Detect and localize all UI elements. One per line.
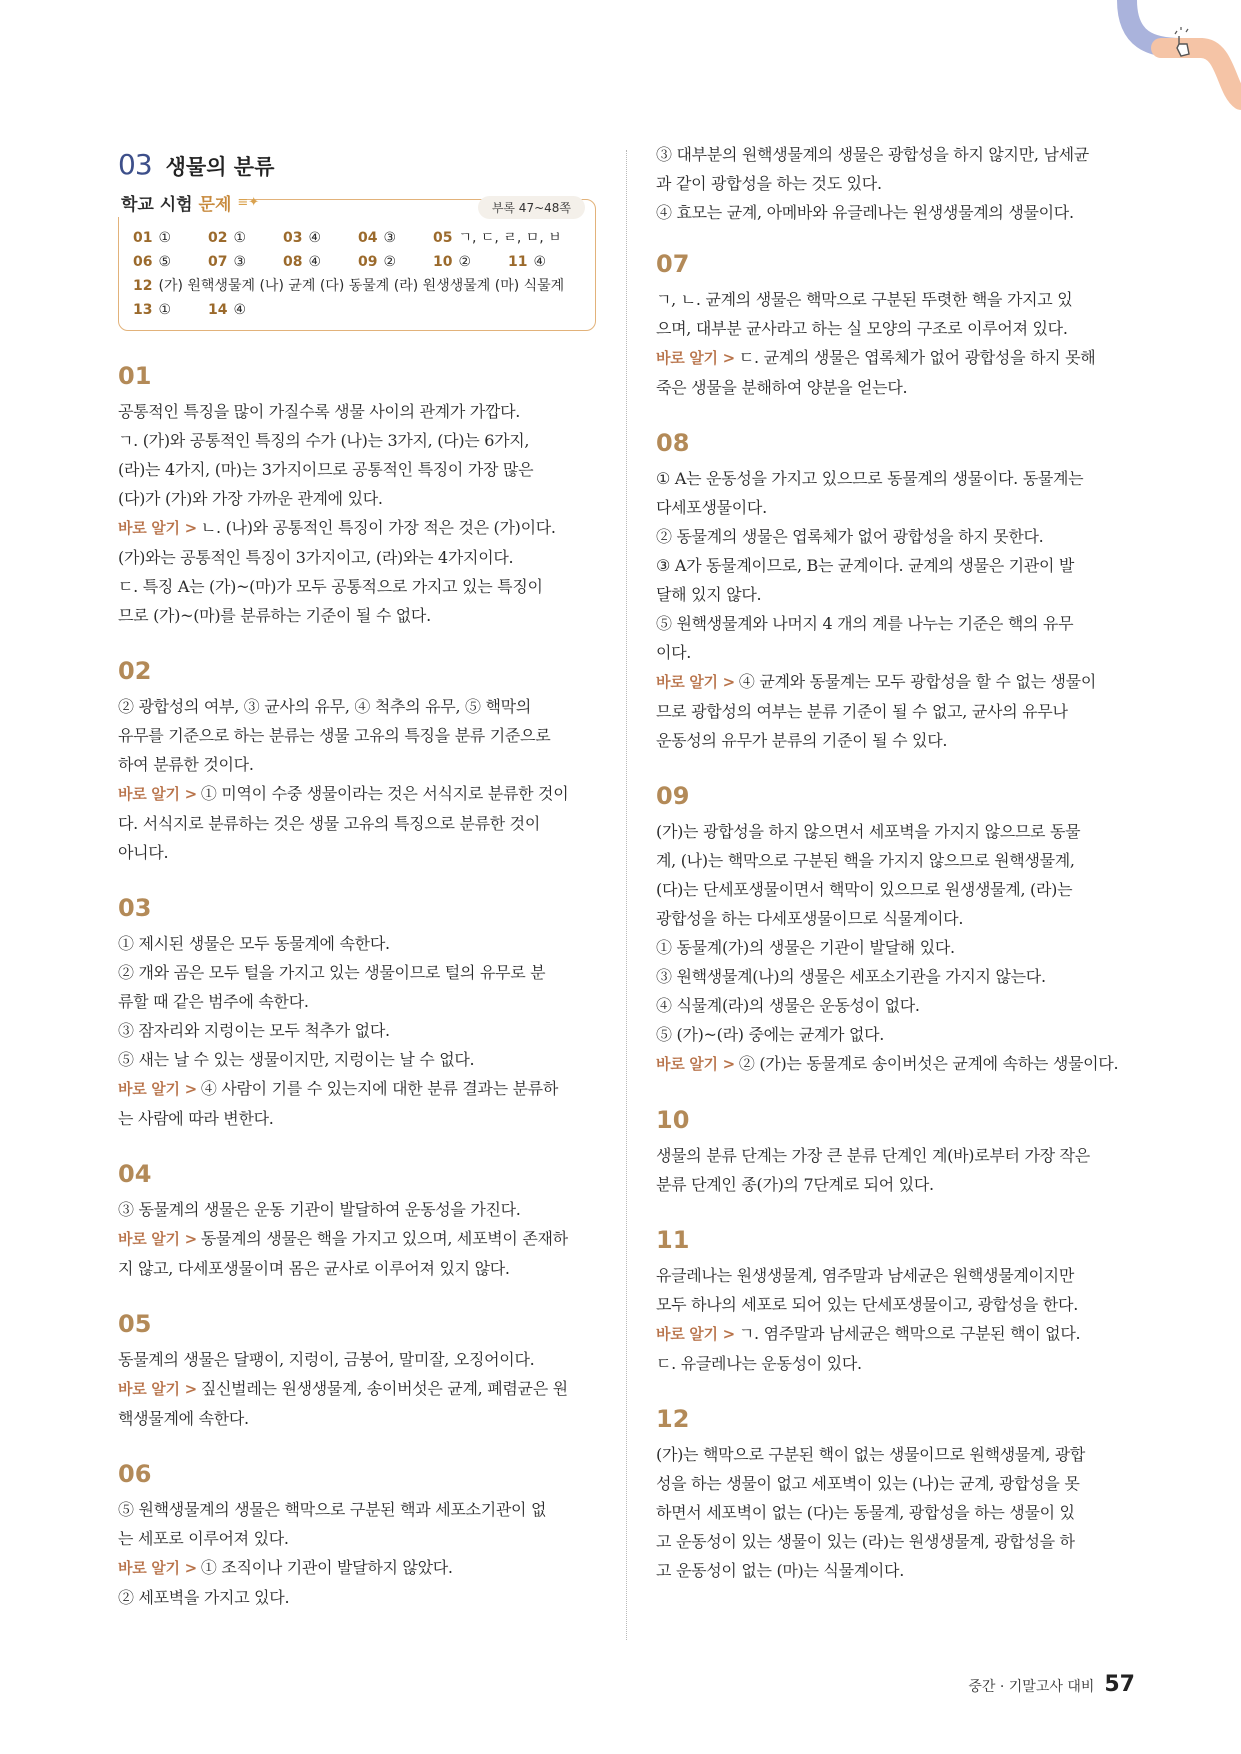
- explanation-text: ⑤ 원핵생물계의 생물은 핵막으로 구분된 핵과 세포소기관이 없: [118, 1500, 547, 1519]
- answer-item: [133, 302, 208, 318]
- answer-value: ④: [533, 254, 547, 270]
- page-footer: [968, 1672, 1135, 1697]
- answer-key-label-b: 문제: [198, 195, 232, 215]
- explanation-line: [656, 1498, 1136, 1527]
- answer-number: 01: [133, 230, 153, 246]
- explanation-line: [656, 285, 1136, 314]
- explanation-line: [656, 464, 1136, 493]
- explanation-line: [656, 580, 1136, 609]
- explanation-text: 모두 하나의 세포로 되어 있는 단세포생물이고, 광합성을 한다.: [656, 1295, 1078, 1314]
- explanation-line: [118, 1254, 596, 1283]
- explanation-line: [656, 373, 1136, 402]
- explanation-text: ① 미역이 수중 생물이라는 것은 서식지로 분류한 것이: [200, 784, 569, 803]
- right-question-list: [656, 249, 1136, 1585]
- answer-value: ②: [383, 254, 397, 270]
- explanation-text: 광합성을 하는 다세포생물이므로 식물계이다.: [656, 909, 964, 928]
- explanation-line: [118, 1583, 596, 1612]
- explanation-line: [656, 1527, 1136, 1556]
- explanation-line: [118, 1553, 596, 1583]
- answer-key-header: [115, 188, 259, 217]
- explanation-text: ② 세포벽을 가지고 있다.: [118, 1588, 290, 1607]
- explanation-line: [656, 493, 1136, 522]
- explanation-line: [118, 1374, 596, 1404]
- intro-line: 과 같이 광합성을 하는 것도 있다.: [656, 174, 882, 193]
- explanation-line: [656, 726, 1136, 755]
- correction-tag: 바로 알기 >: [656, 349, 735, 367]
- explanation-line: [118, 513, 596, 543]
- explanation-line: [118, 1345, 596, 1374]
- explanation-line: [656, 962, 1136, 991]
- answer-item: [283, 254, 358, 270]
- explanation-text: (다)가 (가)와 가장 가까운 관계에 있다.: [118, 489, 383, 508]
- correction-tag: 바로 알기 >: [118, 1380, 197, 1398]
- explanation-text: ② (가)는 동물계로 송이버섯은 균계에 속하는 생물이다.: [738, 1054, 1119, 1073]
- correction-tag: 바로 알기 >: [656, 1055, 735, 1073]
- answer-item: [208, 254, 283, 270]
- answer-number: 10: [433, 254, 453, 270]
- explanation-line: [118, 1404, 596, 1433]
- section-number: 03: [118, 148, 152, 181]
- answer-item: [508, 254, 583, 270]
- explanation-line: [118, 1524, 596, 1553]
- explanation-text: ② 동물계의 생물은 엽록체가 없어 광합성을 하지 못한다.: [656, 527, 1044, 546]
- explanation-text: ① 동물계(가)의 생물은 기관이 발달해 있다.: [656, 938, 955, 957]
- explanation-line: [656, 697, 1136, 726]
- explanation-line: [118, 455, 596, 484]
- answer-item: [358, 230, 433, 246]
- answer-key-rows: [133, 214, 583, 318]
- explanation-line: [656, 904, 1136, 933]
- explanation-text: ④ 균계와 동물계는 모두 광합성을 할 수 없는 생물이: [738, 672, 1096, 691]
- explanation-line: [656, 1440, 1136, 1469]
- question-number: 02: [118, 657, 152, 685]
- explanation-text: (가)는 광합성을 하지 않으면서 세포벽을 가지지 않으므로 동물: [656, 822, 1081, 841]
- question-block: [118, 361, 596, 630]
- answer-item: [208, 230, 283, 246]
- explanation-line: [118, 929, 596, 958]
- explanation-line: [656, 609, 1136, 638]
- explanation-line: [118, 692, 596, 721]
- explanation-text: 다. 서식지로 분류하는 것은 생물 고유의 특징으로 분류한 것이: [118, 814, 540, 833]
- answer-number: 06: [133, 254, 153, 270]
- explanation-line: [656, 817, 1136, 846]
- explanation-text: ④ 식물계(라)의 생물은 운동성이 없다.: [656, 996, 920, 1015]
- footer-text: 중간 · 기말고사 대비: [968, 1679, 1095, 1695]
- question-block: [656, 781, 1136, 1079]
- answer-number: 03: [283, 230, 303, 246]
- explanation-text: 분류 단계인 종(가)의 7단계로 되어 있다.: [656, 1175, 934, 1194]
- explanation-line: [118, 426, 596, 455]
- question-number: 11: [656, 1226, 690, 1254]
- explanation-text: ① A는 운동성을 가지고 있으므로 동물계의 생물이다. 동물계는: [656, 469, 1084, 488]
- answer-value: ③: [233, 254, 247, 270]
- explanation-line: [656, 1261, 1136, 1290]
- explanation-text: ③ 동물계의 생물은 운동 기관이 발달하여 운동성을 가진다.: [118, 1200, 521, 1219]
- explanation-text: 핵생물계에 속한다.: [118, 1409, 249, 1428]
- answer-row: [133, 230, 583, 246]
- explanation-line: [656, 933, 1136, 962]
- question-number: 05: [118, 1310, 152, 1338]
- question-block: [118, 656, 596, 867]
- explanation-text: ② 광합성의 여부, ③ 균사의 유무, ④ 척추의 유무, ⑤ 핵막의: [118, 697, 531, 716]
- explanation-line: [656, 1319, 1136, 1349]
- correction-tag: 바로 알기 >: [656, 673, 735, 691]
- answer-value: ④: [308, 254, 322, 270]
- explanation-line: [118, 1074, 596, 1104]
- explanation-line: [118, 601, 596, 630]
- answer-number: 04: [358, 230, 378, 246]
- explanation-line: [118, 779, 596, 809]
- right-column: [656, 140, 1136, 1611]
- explanation-line: [656, 667, 1136, 697]
- answer-number: 07: [208, 254, 228, 270]
- question-number: 06: [118, 1460, 152, 1488]
- question-block: [118, 1459, 596, 1612]
- explanation-text: 하면서 세포벽이 없는 (다)는 동물계, 광합성을 하는 생물이 있: [656, 1503, 1075, 1522]
- explanation-line: [118, 1104, 596, 1133]
- explanation-text: 생물의 분류 단계는 가장 큰 분류 단계인 계(바)로부터 가장 작은: [656, 1146, 1090, 1165]
- answer-row: [133, 278, 583, 294]
- explanation-line: [118, 572, 596, 601]
- explanation-text: 는 사람에 따라 변한다.: [118, 1109, 274, 1128]
- answer-value: ①: [233, 230, 247, 246]
- explanation-text: 공통적인 특징을 많이 가질수록 생물 사이의 관계가 가깝다.: [118, 402, 521, 421]
- explanation-text: ㄷ. 유글레나는 운동성이 있다.: [656, 1354, 862, 1373]
- explanation-text: 다세포생물이다.: [656, 498, 767, 517]
- correction-tag: 바로 알기 >: [118, 519, 197, 537]
- question-number: 08: [656, 429, 690, 457]
- intro-line: ③ 대부분의 원핵생물계의 생물은 광합성을 하지 않지만, 남세균: [656, 145, 1089, 164]
- explanation-text: ⑤ (가)~(라) 중에는 균계가 없다.: [656, 1025, 885, 1044]
- explanation-text: 지 않고, 다세포생물이며 몸은 균사로 이루어져 있지 않다.: [118, 1259, 510, 1278]
- explanation-line: [118, 1045, 596, 1074]
- answer-item: [133, 230, 208, 246]
- answer-item: [133, 278, 564, 294]
- explanation-text: ③ 잠자리와 지렁이는 모두 척추가 없다.: [118, 1021, 390, 1040]
- explanation-text: 운동성의 유무가 분류의 기준이 될 수 있다.: [656, 731, 948, 750]
- question-block: [656, 1225, 1136, 1378]
- question-number: 01: [118, 362, 152, 390]
- explanation-text: (다)는 단세포생물이면서 핵막이 있으므로 원생생물계, (라)는: [656, 880, 1073, 899]
- explanation-text: ㄱ. 염주말과 남세균은 핵막으로 구분된 핵이 없다.: [738, 1324, 1081, 1343]
- section-heading: [118, 148, 596, 181]
- explanation-line: [656, 1049, 1136, 1079]
- question-block: [118, 1309, 596, 1433]
- correction-tag: 바로 알기 >: [118, 785, 197, 803]
- explanation-text: 유글레나는 원생생물계, 염주말과 남세균은 원핵생물계이지만: [656, 1266, 1074, 1285]
- explanation-text: 동물계의 생물은 달팽이, 지렁이, 금붕어, 말미잘, 오징어이다.: [118, 1350, 535, 1369]
- explanation-text: 죽은 생물을 분해하여 양분을 얻는다.: [656, 378, 908, 397]
- explanation-text: ㄴ. (나)와 공통적인 특징이 가장 적은 것은 (가)이다.: [200, 518, 556, 537]
- explanation-text: ㄷ. 특징 A는 (가)~(마)가 모두 공통적으로 가지고 있는 특징이: [118, 577, 543, 596]
- answer-value: (가) 원핵생물계 (나) 균계 (다) 동물계 (라) 원생생물계 (마) 식물계: [158, 278, 565, 294]
- explanation-line: [118, 809, 596, 838]
- explanation-line: [656, 343, 1136, 373]
- answer-number: 09: [358, 254, 378, 270]
- answer-number: 02: [208, 230, 228, 246]
- explanation-text: 짚신벌레는 원생생물계, 송이버섯은 균계, 폐렴균은 원: [200, 1379, 568, 1398]
- explanation-line: [118, 721, 596, 750]
- explanation-line: [118, 543, 596, 572]
- explanation-text: ⑤ 원핵생물계와 나머지 4 개의 계를 나누는 기준은 핵의 유무: [656, 614, 1074, 633]
- answer-key-label-a: 학교 시험: [121, 195, 193, 215]
- explanation-text: 므로 광합성의 여부는 분류 기준이 될 수 없고, 균사의 유무나: [656, 702, 1068, 721]
- explanation-text: ㄱ, ㄴ. 균계의 생물은 핵막으로 구분된 뚜렷한 핵을 가지고 있: [656, 290, 1073, 309]
- explanation-line: [656, 1469, 1136, 1498]
- explanation-line: [656, 314, 1136, 343]
- explanation-line: [656, 991, 1136, 1020]
- page-number: 57: [1104, 1672, 1135, 1697]
- explanation-line: [656, 1290, 1136, 1319]
- answer-row: [133, 302, 583, 318]
- question-block: [656, 249, 1136, 402]
- explanation-text: 유무를 기준으로 하는 분류는 생물 고유의 특징을 분류 기준으로: [118, 726, 551, 745]
- answer-item: [283, 230, 358, 246]
- explanation-text: ④ 사람이 기를 수 있는지에 대한 분류 결과는 분류하: [200, 1079, 558, 1098]
- sparkle-icon: ≡✦: [237, 195, 260, 210]
- explanation-line: [118, 1495, 596, 1524]
- left-column: [118, 148, 596, 1638]
- explanation-line: [656, 1349, 1136, 1378]
- explanation-text: ㄷ. 균계의 생물은 엽록체가 없어 광합성을 하지 못해: [738, 348, 1096, 367]
- answer-number: 05: [433, 230, 453, 246]
- explanation-text: 동물계의 생물은 핵을 가지고 있으며, 세포벽이 존재하: [200, 1229, 568, 1248]
- explanation-text: 하여 분류한 것이다.: [118, 755, 254, 774]
- question-block: [656, 1105, 1136, 1199]
- explanation-text: 으며, 대부분 균사라고 하는 실 모양의 구조로 이루어져 있다.: [656, 319, 1068, 338]
- answer-item: [433, 254, 508, 270]
- answer-value: ③: [383, 230, 397, 246]
- question-number: 10: [656, 1106, 690, 1134]
- answer-value: ①: [158, 230, 172, 246]
- answer-item: [358, 254, 433, 270]
- explanation-line: [118, 484, 596, 513]
- explanation-text: 이다.: [656, 643, 692, 662]
- correction-tag: 바로 알기 >: [656, 1325, 735, 1343]
- question-block: [656, 428, 1136, 755]
- explanation-line: [118, 1195, 596, 1224]
- explanation-line: [656, 1020, 1136, 1049]
- explanation-line: [118, 1016, 596, 1045]
- question-06-continued: [656, 140, 1136, 227]
- explanation-line: [118, 838, 596, 867]
- explanation-line: [656, 1556, 1136, 1585]
- explanation-text: 고 운동성이 없는 (마)는 식물계이다.: [656, 1561, 904, 1580]
- explanation-text: (가)와는 공통적인 특징이 3가지이고, (라)와는 4가지이다.: [118, 548, 514, 567]
- question-number: 07: [656, 250, 690, 278]
- answer-value: ②: [458, 254, 472, 270]
- answer-number: 11: [508, 254, 528, 270]
- answer-item: [208, 302, 283, 318]
- answer-number: 12: [133, 278, 153, 294]
- explanation-line: [118, 958, 596, 987]
- explanation-text: (라)는 4가지, (마)는 3가지이므로 공통적인 특징이 가장 많은: [118, 460, 534, 479]
- question-number: 04: [118, 1160, 152, 1188]
- answer-value: ④: [233, 302, 247, 318]
- section-title: 생물의 분류: [165, 155, 275, 179]
- answer-key-reference: 부록 47~48쪽: [478, 196, 585, 219]
- explanation-line: [656, 522, 1136, 551]
- explanation-text: 달해 있지 않다.: [656, 585, 762, 604]
- question-number: 09: [656, 782, 690, 810]
- explanation-text: 류할 때 같은 범주에 속한다.: [118, 992, 309, 1011]
- answer-key-label: [115, 188, 241, 217]
- explanation-line: [656, 638, 1136, 667]
- answer-value: ④: [308, 230, 322, 246]
- intro-line: ④ 효모는 균계, 아메바와 유글레나는 원생생물계의 생물이다.: [656, 203, 1074, 222]
- answer-value: ①: [158, 302, 172, 318]
- answer-value: ㄱ, ㄷ, ㄹ, ㅁ, ㅂ: [458, 230, 562, 246]
- explanation-line: [656, 846, 1136, 875]
- answer-number: 08: [283, 254, 303, 270]
- answer-item: [433, 230, 562, 246]
- explanation-text: ⑤ 새는 날 수 있는 생물이지만, 지렁이는 날 수 없다.: [118, 1050, 475, 1069]
- corner-ribbon-decoration: [1061, 0, 1241, 120]
- question-number: 03: [118, 894, 152, 922]
- explanation-line: [656, 875, 1136, 904]
- explanation-line: [656, 1141, 1136, 1170]
- question-block: [656, 1404, 1136, 1585]
- explanation-line: [656, 1170, 1136, 1199]
- explanation-line: [656, 551, 1136, 580]
- explanation-line: [118, 397, 596, 426]
- explanation-text: ③ A가 동물계이므로, B는 균계이다. 균계의 생물은 기관이 발: [656, 556, 1075, 575]
- question-block: [118, 1159, 596, 1283]
- explanation-text: ③ 원핵생물계(나)의 생물은 세포소기관을 가지지 않는다.: [656, 967, 1046, 986]
- explanation-text: (가)는 핵막으로 구분된 핵이 없는 생물이므로 원핵생물계, 광합: [656, 1445, 1086, 1464]
- question-block: [118, 893, 596, 1133]
- explanation-text: ① 제시된 생물은 모두 동물계에 속한다.: [118, 934, 390, 953]
- correction-tag: 바로 알기 >: [118, 1080, 197, 1098]
- explanation-text: 계, (나)는 핵막으로 구분된 핵을 가지지 않으므로 원핵생물계,: [656, 851, 1075, 870]
- explanation-text: 고 운동성이 있는 생물이 있는 (라)는 원생생물계, 광합성을 하: [656, 1532, 1075, 1551]
- left-question-list: [118, 361, 596, 1612]
- question-number: 12: [656, 1405, 690, 1433]
- explanation-line: [118, 987, 596, 1016]
- answer-item: [133, 254, 208, 270]
- explanation-line: [118, 750, 596, 779]
- explanation-text: 성을 하는 생물이 없고 세포벽이 있는 (나)는 균계, 광합성을 못: [656, 1474, 1080, 1493]
- answer-number: 13: [133, 302, 153, 318]
- explanation-text: 는 세포로 이루어져 있다.: [118, 1529, 289, 1548]
- answer-key-box: [118, 195, 596, 331]
- answer-value: ⑤: [158, 254, 172, 270]
- column-divider: [626, 150, 627, 1640]
- explanation-line: [118, 1224, 596, 1254]
- answer-row: [133, 254, 583, 270]
- explanation-text: 므로 (가)~(마)를 분류하는 기준이 될 수 없다.: [118, 606, 431, 625]
- answer-number: 14: [208, 302, 228, 318]
- explanation-text: ① 조직이나 기관이 발달하지 않았다.: [200, 1558, 453, 1577]
- correction-tag: 바로 알기 >: [118, 1230, 197, 1248]
- explanation-text: 아니다.: [118, 843, 169, 862]
- explanation-text: ㄱ. (가)와 공통적인 특징의 수가 (나)는 3가지, (다)는 6가지,: [118, 431, 530, 450]
- explanation-text: ② 개와 곰은 모두 털을 가지고 있는 생물이므로 털의 유무로 분: [118, 963, 546, 982]
- correction-tag: 바로 알기 >: [118, 1559, 197, 1577]
